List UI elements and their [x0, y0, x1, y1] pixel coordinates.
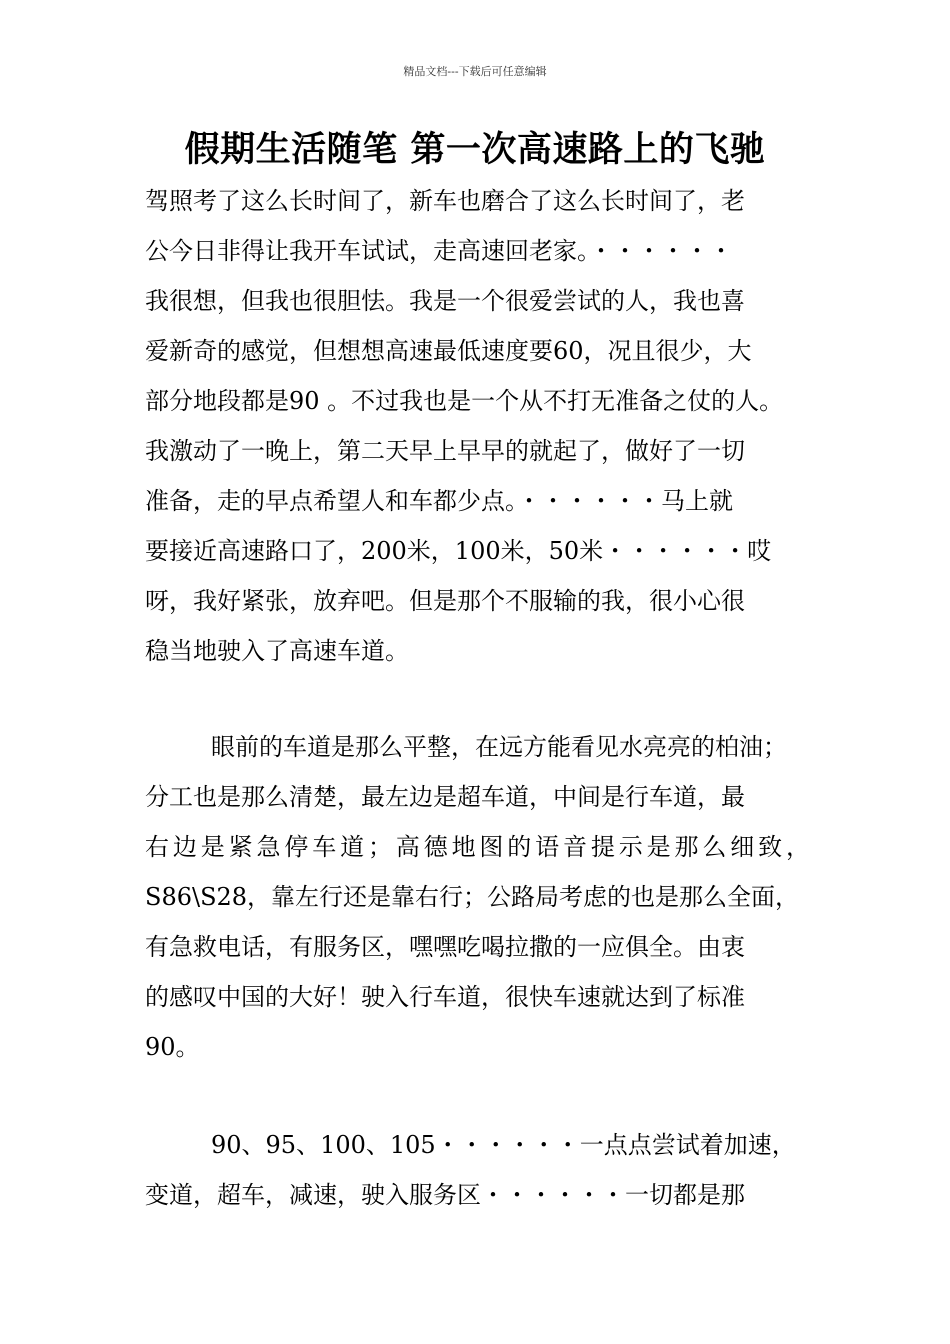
header-note: 精品文档---下载后可任意编辑: [403, 65, 547, 78]
paragraph-line: S86\S28，靠左行还是靠右行；公路局考虑的也是那么全面，: [145, 883, 800, 911]
paragraph-2: [145, 722, 810, 1072]
paragraph-line: 部分地段都是90 。不过我也是一个从不打无准备之仗的人。: [145, 387, 784, 415]
paragraph-line: 要接近高速路口了，200米，100米，50米・・・・・・哎: [145, 537, 772, 565]
paragraph-line: 变道，超车，减速，驶入服务区・・・・・・一切都是那: [145, 1181, 745, 1209]
paragraph-1: [145, 176, 810, 676]
paragraph-line: 眼前的车道是那么平整，在远方能看见水亮亮的柏油；: [211, 733, 787, 761]
paragraph-line: 准备，走的早点希望人和车都少点。・・・・・・马上就: [145, 487, 733, 515]
document-title: 假期生活随笔 第一次高速路上的飞驰: [184, 130, 766, 170]
paragraph-line: 呀，我好紧张，放弃吧。但是那个不服输的我，很小心很: [145, 587, 745, 615]
paragraph-line: 90、95、100、105・・・・・・一点点尝试着加速，: [211, 1131, 796, 1159]
paragraph-line: 公今日非得让我开车试试，走高速回老家。・・・・・・: [145, 237, 733, 265]
paragraph-line: 分工也是那么清楚，最左边是超车道，中间是行车道，最: [145, 783, 745, 811]
paragraph-line: 稳当地驶入了高速车道。: [145, 637, 409, 665]
paragraph-line: 的感叹中国的大好！驶入行车道，很快车速就达到了标准: [145, 983, 745, 1011]
paragraph-line: 我激动了一晚上，第二天早上早早的就起了，做好了一切: [145, 437, 745, 465]
paragraph-line: 有急救电话，有服务区，嘿嘿吃喝拉撒的一应俱全。由衷: [145, 933, 745, 961]
paragraph-3: [145, 1120, 810, 1220]
paragraph-line: 我很想，但我也很胆怯。我是一个很爱尝试的人，我也喜: [145, 287, 745, 315]
paragraph-line: 爱新奇的感觉，但想想高速最低速度要60，况且很少，大: [145, 337, 752, 365]
paragraph-line: 90。: [145, 1033, 200, 1061]
paragraph-line: 右边是紧急停车道；高德地图的语音提示是那么细致，: [145, 833, 810, 861]
paragraph-line: 驾照考了这么长时间了，新车也磨合了这么长时间了，老: [145, 187, 745, 215]
